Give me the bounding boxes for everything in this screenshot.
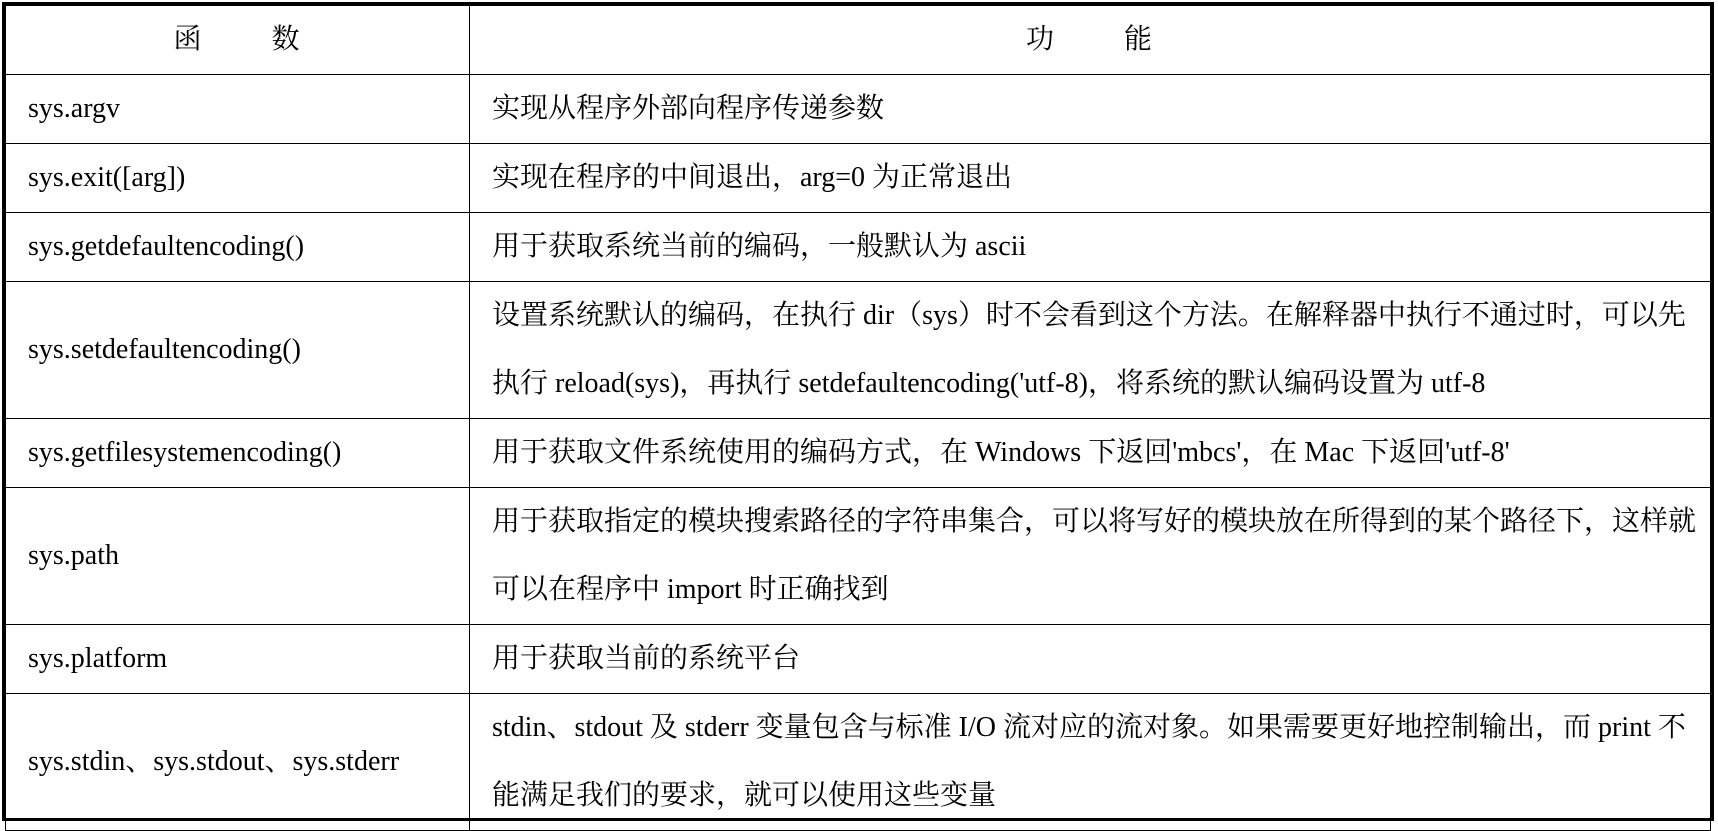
table-row	[6, 282, 1711, 419]
description-cell: 实现从程序外部向程序传递参数	[470, 75, 1711, 144]
description-cell: 用于获取指定的模块搜索路径的字符串集合，可以将写好的模块放在所得到的某个路径下，这样就可以在程序中 import 时正确找到	[470, 488, 1711, 625]
table-row	[6, 488, 1711, 625]
header-feature-char-1: 功	[1025, 24, 1056, 55]
function-cell: sys.getdefaultencoding()	[6, 213, 470, 282]
function-cell: sys.getfilesystemencoding()	[6, 419, 470, 488]
description-cell: stdin、stdout 及 stderr 变量包含与标准 I/O 流对应的流对象。如果需要更好地控制输出，而 print 不能满足我们的要求，就可以使用这些变量	[470, 694, 1711, 831]
function-cell: sys.stdin、sys.stdout、sys.stderr	[6, 694, 470, 831]
header-function-char-1: 函	[173, 24, 204, 55]
function-cell: sys.argv	[6, 75, 470, 144]
table-row	[6, 419, 1711, 488]
function-cell: sys.exit([arg])	[6, 144, 470, 213]
function-cell: sys.setdefaultencoding()	[6, 282, 470, 419]
function-cell: sys.platform	[6, 625, 470, 694]
table-row	[6, 75, 1711, 144]
table-row	[6, 144, 1711, 213]
description-cell: 用于获取系统当前的编码，一般默认为 ascii	[470, 213, 1711, 282]
table-row	[6, 694, 1711, 831]
table-header-row	[6, 6, 1711, 75]
header-function-char-2: 数	[271, 24, 302, 55]
table-row	[6, 625, 1711, 694]
header-feature-char-2: 能	[1124, 24, 1155, 55]
header-function	[6, 6, 470, 75]
description-cell: 设置系统默认的编码，在执行 dir（sys）时不会看到这个方法。在解释器中执行不通过时，可以先执行 reload(sys)，再执行 setdefaultencoding('utf-8)，将系统的默认编码设置为 utf-8	[470, 282, 1711, 419]
table-row	[6, 213, 1711, 282]
description-cell: 用于获取文件系统使用的编码方式，在 Windows 下返回'mbcs'，在 Mac 下返回'utf-8'	[470, 419, 1711, 488]
header-feature	[470, 6, 1711, 75]
sys-function-table	[5, 5, 1711, 831]
sys-function-table-container	[2, 2, 1714, 821]
function-cell: sys.path	[6, 488, 470, 625]
description-cell: 实现在程序的中间退出，arg=0 为正常退出	[470, 144, 1711, 213]
description-cell: 用于获取当前的系统平台	[470, 625, 1711, 694]
